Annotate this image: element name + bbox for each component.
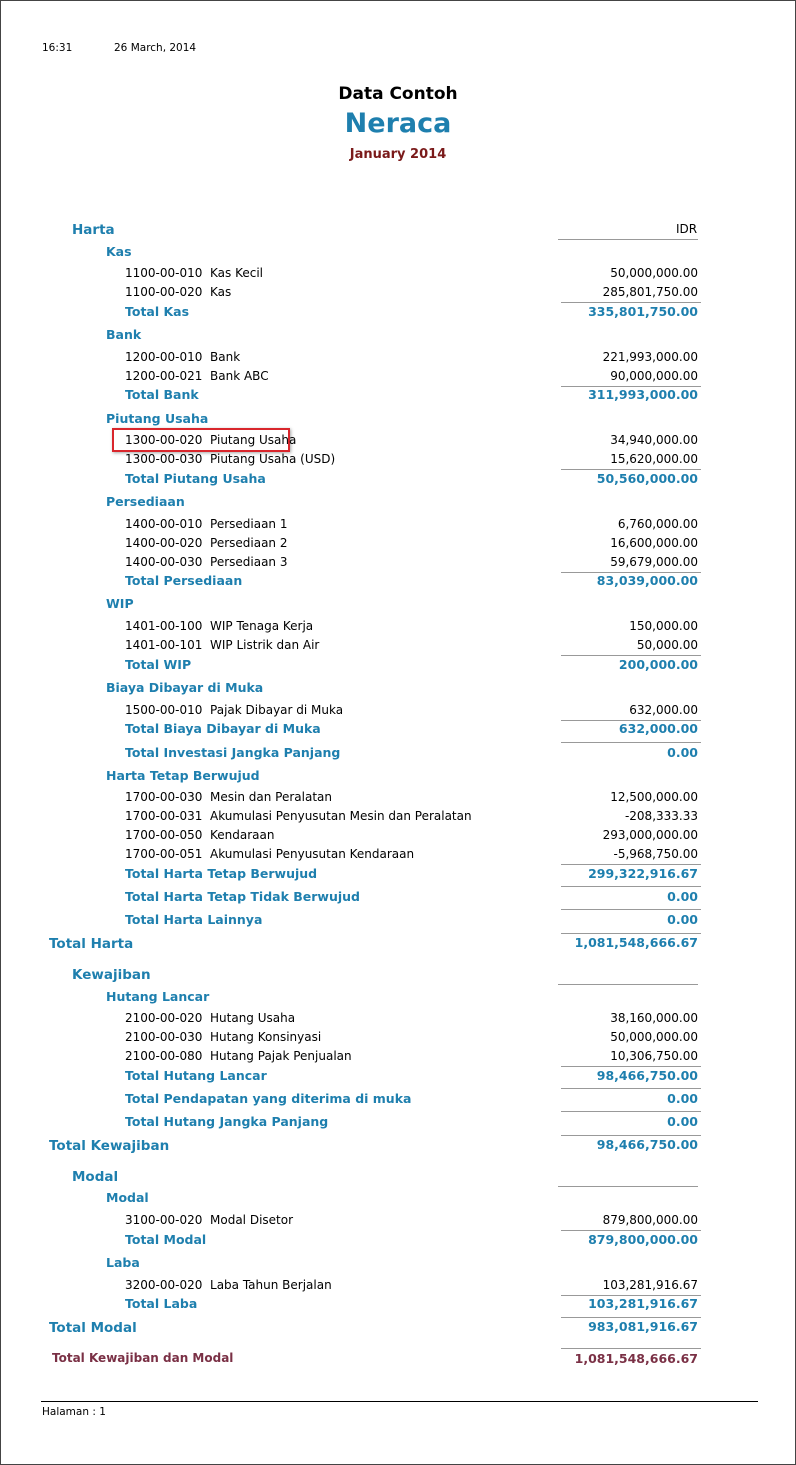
account-name: Persediaan 1 — [210, 517, 288, 531]
divider — [561, 655, 701, 656]
account-code: 1100-00-010 — [125, 266, 203, 280]
account-value: 50,000,000.00 — [610, 1030, 698, 1044]
account-code: 3200-00-020 — [125, 1278, 203, 1292]
footer-divider — [41, 1401, 758, 1402]
grand-total-value: 1,081,548,666.67 — [574, 1351, 698, 1366]
account-value: 632,000.00 — [629, 703, 698, 717]
divider — [561, 1317, 701, 1318]
account-code: 1400-00-030 — [125, 555, 203, 569]
account-row — [125, 517, 288, 531]
divider — [561, 1111, 701, 1112]
total-modal-value: 983,081,916.67 — [588, 1319, 698, 1334]
total-label: Total Hutang Jangka Panjang — [125, 1114, 329, 1129]
account-row — [125, 1011, 295, 1025]
section-kewajiban: Kewajiban — [72, 967, 151, 983]
account-name: Piutang Usaha (USD) — [210, 452, 336, 466]
total-label: Total Piutang Usaha — [125, 471, 266, 486]
account-name: Piutang Usaha — [210, 433, 297, 447]
page-number: Halaman : 1 — [42, 1406, 106, 1418]
divider — [558, 1186, 698, 1187]
account-code: 1500-00-010 — [125, 703, 203, 717]
account-name: Akumulasi Penyusutan Kendaraan — [210, 847, 415, 861]
account-value: 38,160,000.00 — [610, 1011, 698, 1025]
divider — [558, 984, 698, 985]
account-name: Mesin dan Peralatan — [210, 790, 332, 804]
account-row — [125, 266, 263, 280]
account-code: 2100-00-080 — [125, 1049, 203, 1063]
group-laba: Laba — [106, 1255, 140, 1270]
section-modal: Modal — [72, 1169, 119, 1185]
divider — [561, 1230, 701, 1231]
account-row — [125, 809, 472, 823]
currency-label: IDR — [676, 222, 698, 236]
total-value: 335,801,750.00 — [588, 304, 698, 319]
account-row — [125, 1049, 352, 1063]
account-value: 34,940,000.00 — [610, 433, 698, 447]
account-row — [125, 619, 313, 633]
account-name: Hutang Pajak Penjualan — [210, 1049, 352, 1063]
report-period: January 2014 — [349, 147, 447, 162]
account-value: 879,800,000.00 — [602, 1213, 698, 1227]
account-row — [125, 285, 231, 299]
account-name: Hutang Konsinyasi — [210, 1030, 322, 1044]
total-value: 98,466,750.00 — [596, 1068, 698, 1083]
section-harta: Harta — [72, 222, 115, 238]
account-row — [125, 369, 269, 383]
account-value: 50,000.00 — [636, 638, 698, 652]
divider — [561, 302, 701, 303]
total-label: Total Harta Lainnya — [125, 912, 263, 927]
account-code: 1200-00-010 — [125, 350, 203, 364]
print-date: 26 March, 2014 — [114, 42, 197, 54]
account-name: WIP Tenaga Kerja — [210, 619, 314, 633]
divider — [561, 1135, 701, 1136]
group-hutang-lancar: Hutang Lancar — [106, 989, 210, 1004]
account-value: 6,760,000.00 — [617, 517, 698, 531]
account-name: Pajak Dibayar di Muka — [210, 703, 344, 717]
total-value: 0.00 — [667, 1091, 698, 1106]
divider — [561, 909, 701, 910]
account-row — [125, 790, 332, 804]
total-label: Total Pendapatan yang diterima di muka — [125, 1091, 412, 1106]
account-row — [125, 536, 288, 550]
account-code: 1400-00-010 — [125, 517, 203, 531]
account-code: 2100-00-020 — [125, 1011, 203, 1025]
account-row — [125, 350, 240, 364]
divider — [561, 469, 701, 470]
total-kewajiban-label: Total Kewajiban — [49, 1138, 170, 1154]
account-name: Persediaan 3 — [210, 555, 288, 569]
account-name: WIP Listrik dan Air — [210, 638, 320, 652]
account-name: Akumulasi Penyusutan Mesin dan Peralatan — [210, 809, 472, 823]
account-code: 1700-00-031 — [125, 809, 203, 823]
account-code: 1700-00-050 — [125, 828, 203, 842]
divider — [561, 886, 701, 887]
account-code: 1700-00-030 — [125, 790, 203, 804]
account-row — [125, 847, 414, 861]
total-label: Total Hutang Lancar — [125, 1068, 267, 1083]
account-code: 1401-00-101 — [125, 638, 203, 652]
report-title: Neraca — [344, 108, 452, 139]
total-value: 0.00 — [667, 889, 698, 904]
group-modal: Modal — [106, 1190, 149, 1205]
divider — [561, 933, 701, 934]
account-name: Modal Disetor — [210, 1213, 294, 1227]
account-row — [125, 555, 288, 569]
total-harta-label: Total Harta — [49, 936, 134, 952]
account-row — [125, 452, 335, 466]
print-time: 16:31 — [42, 42, 73, 54]
account-value: 12,500,000.00 — [610, 790, 698, 804]
account-value: 10,306,750.00 — [610, 1049, 698, 1063]
account-code: 1300-00-030 — [125, 452, 203, 466]
total-value: 299,322,916.67 — [588, 866, 698, 881]
group-wip: WIP — [106, 596, 134, 611]
account-value: 150,000.00 — [629, 619, 698, 633]
total-value: 311,993,000.00 — [588, 387, 698, 402]
total-harta-value: 1,081,548,666.67 — [574, 935, 698, 950]
account-value: 285,801,750.00 — [602, 285, 698, 299]
total-value: 879,800,000.00 — [588, 1232, 698, 1247]
divider — [561, 1088, 701, 1089]
account-code: 3100-00-020 — [125, 1213, 203, 1227]
company-name: Data Contoh — [338, 84, 458, 104]
account-code: 1300-00-020 — [125, 433, 203, 447]
account-value: 15,620,000.00 — [610, 452, 698, 466]
account-code: 1200-00-021 — [125, 369, 203, 383]
total-value: 200,000.00 — [618, 657, 698, 672]
account-name: Hutang Usaha — [210, 1011, 296, 1025]
account-row — [125, 703, 343, 717]
total-label: Total Harta Tetap Tidak Berwujud — [125, 889, 360, 904]
account-value: -5,968,750.00 — [613, 847, 698, 861]
group-biaya-dibayar: Biaya Dibayar di Muka — [106, 680, 264, 695]
account-row — [125, 1030, 321, 1044]
total-value: 0.00 — [667, 745, 698, 760]
group-piutang-usaha: Piutang Usaha — [106, 411, 209, 426]
account-value: 103,281,916.67 — [602, 1278, 698, 1292]
total-label: Total Modal — [125, 1232, 207, 1247]
total-label: Total Harta Tetap Berwujud — [125, 866, 318, 881]
total-value: 83,039,000.00 — [596, 573, 698, 588]
divider — [558, 239, 698, 240]
total-label: Total Biaya Dibayar di Muka — [125, 721, 321, 736]
total-modal-label: Total Modal — [49, 1320, 137, 1336]
total-label: Total Persediaan — [125, 573, 243, 588]
account-value: 221,993,000.00 — [602, 350, 698, 364]
account-value: -208,333.33 — [624, 809, 698, 823]
account-name: Bank ABC — [210, 369, 269, 383]
account-name: Kas — [210, 285, 232, 299]
divider — [561, 1066, 701, 1067]
account-row — [125, 1213, 293, 1227]
grand-total-label: Total Kewajiban dan Modal — [52, 1351, 234, 1365]
divider — [561, 742, 701, 743]
account-row — [125, 1278, 332, 1292]
account-code: 2100-00-030 — [125, 1030, 203, 1044]
group-bank: Bank — [106, 327, 142, 342]
account-value: 16,600,000.00 — [610, 536, 698, 550]
total-value: 50,560,000.00 — [596, 471, 698, 486]
account-value: 59,679,000.00 — [610, 555, 698, 569]
total-label: Total WIP — [125, 657, 192, 672]
account-code: 1100-00-020 — [125, 285, 203, 299]
account-name: Bank — [210, 350, 241, 364]
total-label: Total Kas — [125, 304, 190, 319]
account-value: 293,000,000.00 — [602, 828, 698, 842]
account-row — [125, 828, 275, 842]
divider — [561, 864, 701, 865]
group-kas: Kas — [106, 244, 132, 259]
account-name: Kas Kecil — [210, 266, 264, 280]
total-value: 0.00 — [667, 912, 698, 927]
account-code: 1400-00-020 — [125, 536, 203, 550]
account-name: Persediaan 2 — [210, 536, 288, 550]
account-row-highlighted[interactable] — [125, 433, 296, 447]
total-label: Total Investasi Jangka Panjang — [125, 745, 341, 760]
account-row — [125, 638, 319, 652]
divider — [561, 1348, 701, 1349]
account-value: 90,000,000.00 — [610, 369, 698, 383]
total-label: Total Laba — [125, 1296, 198, 1311]
account-value: 50,000,000.00 — [610, 266, 698, 280]
account-code: 1401-00-100 — [125, 619, 203, 633]
total-value: 0.00 — [667, 1114, 698, 1129]
total-value: 632,000.00 — [618, 721, 698, 736]
account-code: 1700-00-051 — [125, 847, 203, 861]
total-label: Total Bank — [125, 387, 199, 402]
total-kewajiban-value: 98,466,750.00 — [596, 1137, 698, 1152]
account-name: Laba Tahun Berjalan — [210, 1278, 332, 1292]
total-value: 103,281,916.67 — [588, 1296, 698, 1311]
group-harta-tetap: Harta Tetap Berwujud — [106, 768, 260, 783]
account-name: Kendaraan — [210, 828, 275, 842]
group-persediaan: Persediaan — [106, 494, 185, 509]
